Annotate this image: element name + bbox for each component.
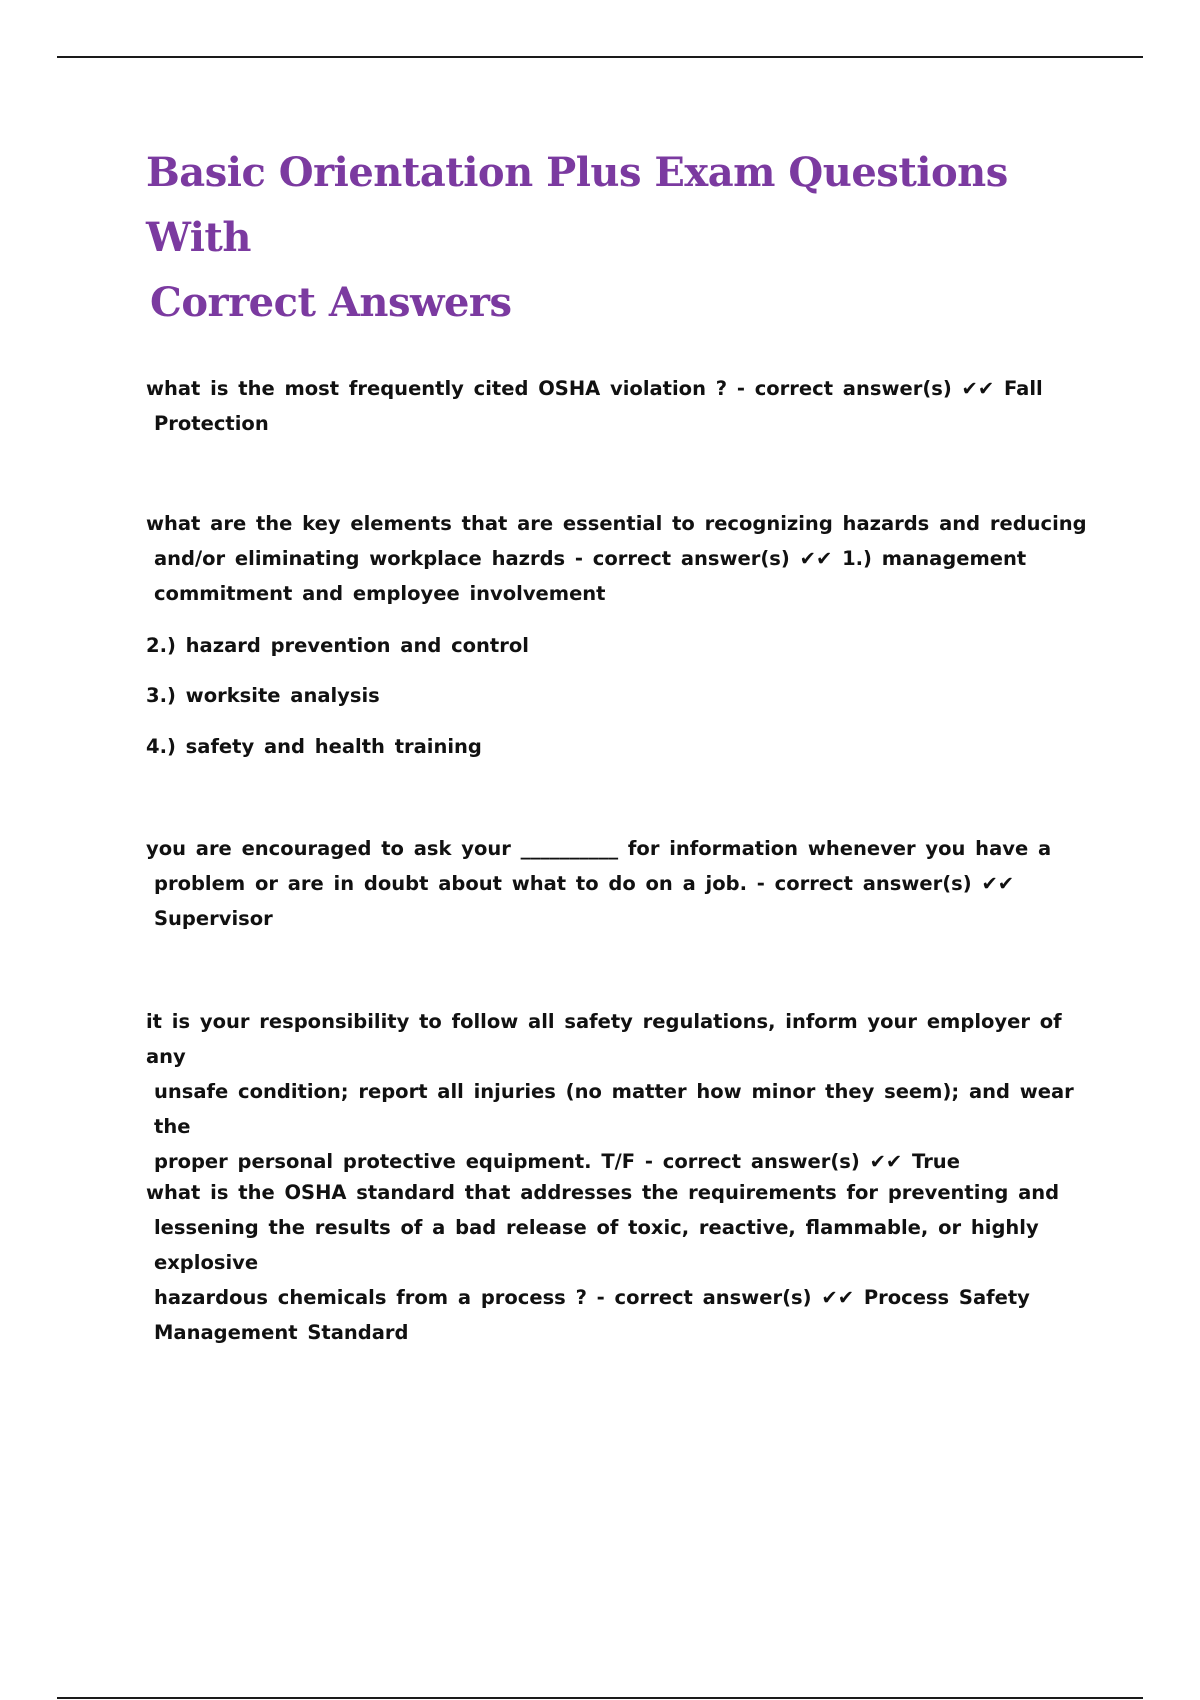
question-4 (146, 1004, 1096, 1179)
question-4-line-1: it is your responsibility to follow all safety regulations, inform your employer of any (146, 1010, 1062, 1068)
question-3-line-2: problem or are in doubt about what to do on a job. - correct answer(s) ✔✔ (154, 872, 1015, 895)
question-5-line-4: Management Standard (154, 1321, 409, 1344)
question-2-line-2: and/or eliminating workplace hazrds - correct answer(s) ✔✔ 1.) management (154, 547, 1027, 570)
question-2 (146, 506, 1096, 611)
question-2-item-4: 4.) safety and health training (146, 735, 482, 758)
bottom-rule (57, 1697, 1143, 1699)
question-2-line-3: commitment and employee involvement (154, 582, 606, 605)
question-2-item-3: 3.) worksite analysis (146, 684, 380, 707)
question-3-line-1: you are encouraged to ask your __________ for information whenever you have a (146, 837, 1052, 860)
question-4-line-3: proper personal protective equipment. T/F - correct answer(s) ✔✔ True (154, 1150, 960, 1173)
question-4-line-2: unsafe condition; report all injuries (no matter how minor they seem); and wear the (154, 1080, 1074, 1138)
question-1-line-2: Protection (154, 412, 269, 435)
question-3-line-3: Supervisor (154, 907, 273, 930)
question-3 (146, 831, 1096, 936)
title-line-1: Basic Orientation Plus Exam Questions With (146, 149, 1008, 261)
question-1 (146, 371, 1096, 441)
title-line-2: Correct Answers (150, 279, 512, 326)
question-2-line-1: what are the key elements that are essential to recognizing hazards and reducing (146, 512, 1087, 535)
top-rule (57, 56, 1143, 58)
question-5 (146, 1175, 1096, 1350)
question-2-item-2: 2.) hazard prevention and control (146, 634, 529, 657)
question-5-line-1: what is the OSHA standard that addresses the requirements for preventing and (146, 1181, 1060, 1204)
question-5-line-3: hazardous chemicals from a process ? - correct answer(s) ✔✔ Process Safety (154, 1286, 1030, 1309)
question-5-line-2: lessening the results of a bad release of toxic, reactive, flammable, or highly explosive (154, 1216, 1039, 1274)
document-title (146, 140, 1106, 335)
question-1-line-1: what is the most frequently cited OSHA violation ? - correct answer(s) ✔✔ Fall (146, 377, 1043, 400)
